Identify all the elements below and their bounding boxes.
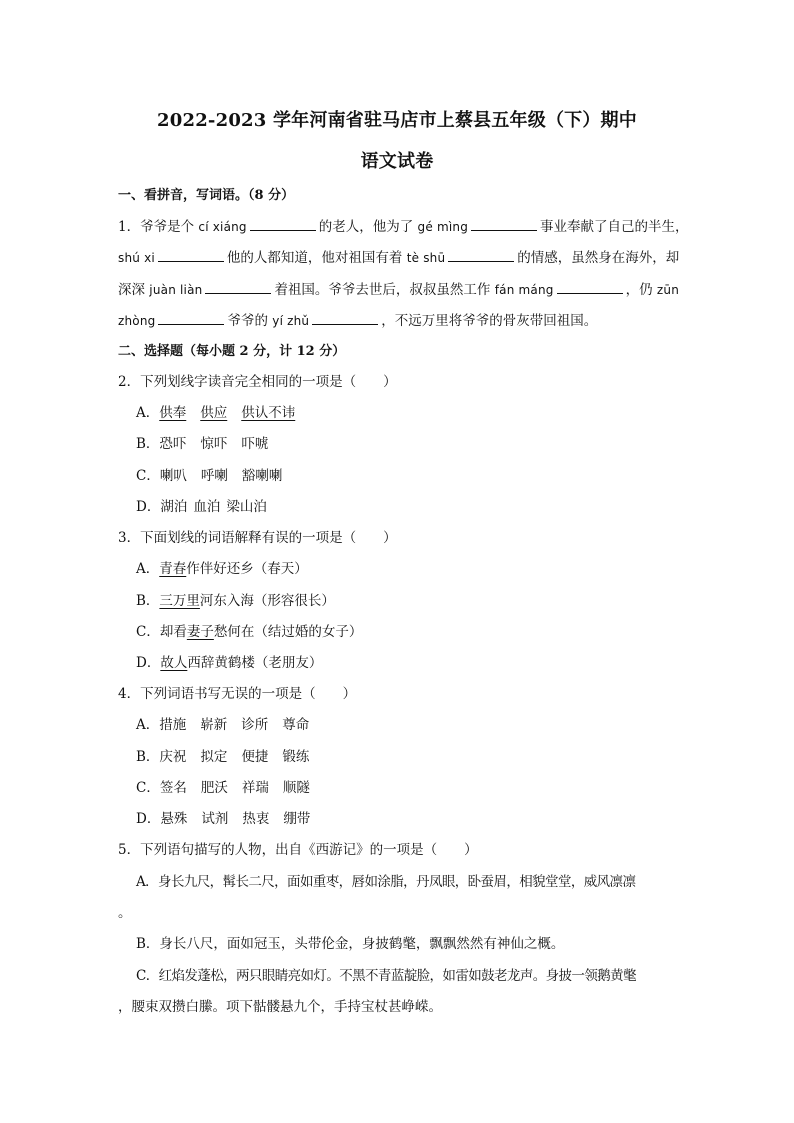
q1-text: 1．爷爷是个 [118, 219, 195, 235]
q1-line4 [118, 310, 678, 331]
option-text: 西辞黄鹤楼（老朋友） [187, 655, 323, 671]
option-word: 试剂 [201, 811, 229, 827]
option-letter: B． [136, 749, 160, 765]
option-word: 措施 [159, 717, 187, 733]
option-letter: A． [136, 561, 160, 577]
underlined-word: 供应 [200, 405, 228, 421]
option-word: 悬殊 [160, 811, 188, 827]
option-letter: B． [136, 436, 160, 452]
option-word: 豁喇喇 [241, 468, 283, 484]
option-letter: A． [136, 405, 160, 421]
option-word: 喇叭 [159, 468, 187, 484]
option-word: 锻练 [282, 749, 310, 765]
option-text: 河东入海（形容很长） [199, 593, 335, 609]
pinyin: zūn [656, 283, 680, 297]
option-word: 吓唬 [241, 436, 269, 452]
option-letter: C． [136, 468, 160, 484]
answer-blank[interactable] [312, 310, 378, 325]
option-letter: D． [136, 499, 161, 515]
option-text: 愁何在（结过婚的女子） [213, 624, 363, 640]
q5-option-a[interactable]: A．身长九尺，髯长二尺，面如重枣，唇如涂脂，丹凤眼，卧蚕眉，相貌堂堂，威风凛凛 [136, 874, 636, 890]
option-word: 血泊 [193, 499, 221, 515]
q4-stem: 4．下列词语书写无误的一项是（ ） [118, 686, 357, 702]
q3-option-d[interactable] [136, 653, 696, 673]
option-word: 热衷 [242, 811, 270, 827]
option-word [200, 403, 227, 423]
q1-text: 着祖国。爷爷去世后，叔叔虽然工作 [274, 282, 491, 298]
pinyin: fán máng [494, 283, 554, 297]
q1-text: 事业奉献了自己的半生， [540, 219, 689, 235]
q3-option-c[interactable] [136, 622, 696, 642]
option-word: 顺隧 [282, 780, 310, 796]
option-word: 尊命 [282, 717, 310, 733]
underlined-word: 故人 [160, 655, 188, 671]
q1-line3 [118, 279, 678, 300]
q5-option-b[interactable]: B．身长八尺，面如冠玉，头带伦金，身披鹤氅，飘飘然然有神仙之概。 [136, 936, 565, 952]
q1-line2 [118, 247, 678, 268]
option-word: 湖泊 [160, 499, 188, 515]
pinyin: yí zhǔ [272, 314, 310, 328]
underlined-word: 青春 [159, 561, 187, 577]
option-word: 恐吓 [159, 436, 187, 452]
option-letter: C．却看 [136, 624, 187, 640]
q5-option-c[interactable]: C．红焰发蓬松，两只眼睛亮如灯。不黑不青蓝靛脸，如雷如鼓老龙声。身披一领鹅黄氅 [136, 968, 636, 984]
q4-option-b[interactable] [136, 747, 696, 767]
q3-stem: 3．下面划线的词语解释有误的一项是（ ） [118, 530, 397, 546]
option-word: 绷带 [283, 811, 311, 827]
option-letter: D． [136, 655, 161, 671]
option-word: 签名 [159, 780, 187, 796]
option-word: 梁山泊 [226, 499, 267, 515]
answer-blank[interactable] [471, 216, 537, 231]
option-text: 作伴好还乡（春天） [186, 561, 308, 577]
answer-blank[interactable] [158, 310, 224, 325]
option-word: 惊吓 [200, 436, 228, 452]
answer-blank[interactable] [250, 216, 316, 231]
option-word: 庆祝 [159, 749, 187, 765]
section2-heading: 二、选择题（每小题 2 分，计 12 分） [118, 344, 346, 359]
option-word: 便捷 [241, 749, 269, 765]
option-letter: D． [136, 811, 161, 827]
q1-text: 的情感，虽然身在海外，却 [517, 250, 680, 266]
option-word: 肥沃 [200, 780, 228, 796]
q3-option-b[interactable] [136, 591, 696, 611]
q1-text: ，不远万里将爷爷的骨灰带回祖国。 [381, 313, 598, 329]
option-letter: C． [136, 780, 160, 796]
q1-text: 的老人，他为了 [318, 219, 414, 235]
exam-title-line2: 语文试卷 [360, 151, 434, 172]
underlined-word: 三万里 [159, 593, 200, 609]
section1-heading: 一、看拼音，写词语。（8 分） [118, 188, 295, 203]
option-letter: A． [136, 717, 160, 733]
answer-blank[interactable] [158, 247, 224, 262]
pinyin: cí xiáng [198, 220, 247, 234]
option-word: 呼喇 [200, 468, 228, 484]
pinyin: gé mìng [417, 220, 469, 234]
q1-line1 [118, 216, 689, 237]
q1-text: 深深 [118, 282, 145, 298]
q5-stem: 5．下列语句描写的人物，出自《西游记》的一项是（ ） [118, 842, 478, 858]
option-word [159, 403, 186, 423]
exam-title-line1: 2022-2023 学年河南省驻马店市上蔡县五年级（下）期中 [157, 110, 637, 131]
q1-text: 爷爷的 [227, 313, 268, 329]
option-word: 崭新 [200, 717, 228, 733]
q4-option-d[interactable] [136, 809, 696, 829]
q4-option-a[interactable] [136, 715, 696, 735]
q1-text: ，仍 [625, 282, 653, 298]
option-word: 诊所 [241, 717, 269, 733]
answer-blank[interactable] [205, 279, 271, 294]
pinyin: tè shū [406, 251, 446, 265]
q1-text: 他的人都知道，他对祖国有着 [226, 250, 403, 266]
option-word: 拟定 [200, 749, 228, 765]
underlined-word: 供认不讳 [241, 405, 296, 421]
q5-option-a-cont: 。 [118, 905, 132, 921]
q2-option-a[interactable] [136, 403, 696, 423]
underlined-word: 妻子 [186, 624, 214, 640]
q2-stem: 2．下列划线字读音完全相同的一项是（ ） [118, 374, 397, 390]
underlined-word: 供奉 [159, 405, 187, 421]
q2-option-c[interactable] [136, 466, 696, 486]
q4-option-c[interactable] [136, 778, 696, 798]
answer-blank[interactable] [448, 247, 514, 262]
option-word [241, 403, 295, 423]
q5-option-c-cont: ，腰束双攒白縢。项下骷髅悬九个，手持宝杖甚峥嵘。 [118, 999, 442, 1015]
pinyin: juàn liàn [149, 283, 203, 297]
q2-option-b[interactable] [136, 434, 696, 454]
answer-blank[interactable] [557, 279, 623, 294]
pinyin: zhòng [118, 314, 156, 328]
q2-option-d[interactable] [136, 497, 696, 517]
pinyin: shú xi [118, 251, 155, 265]
q3-option-a[interactable] [136, 559, 696, 579]
option-word: 祥瑞 [241, 780, 269, 796]
option-letter: B． [136, 593, 160, 609]
